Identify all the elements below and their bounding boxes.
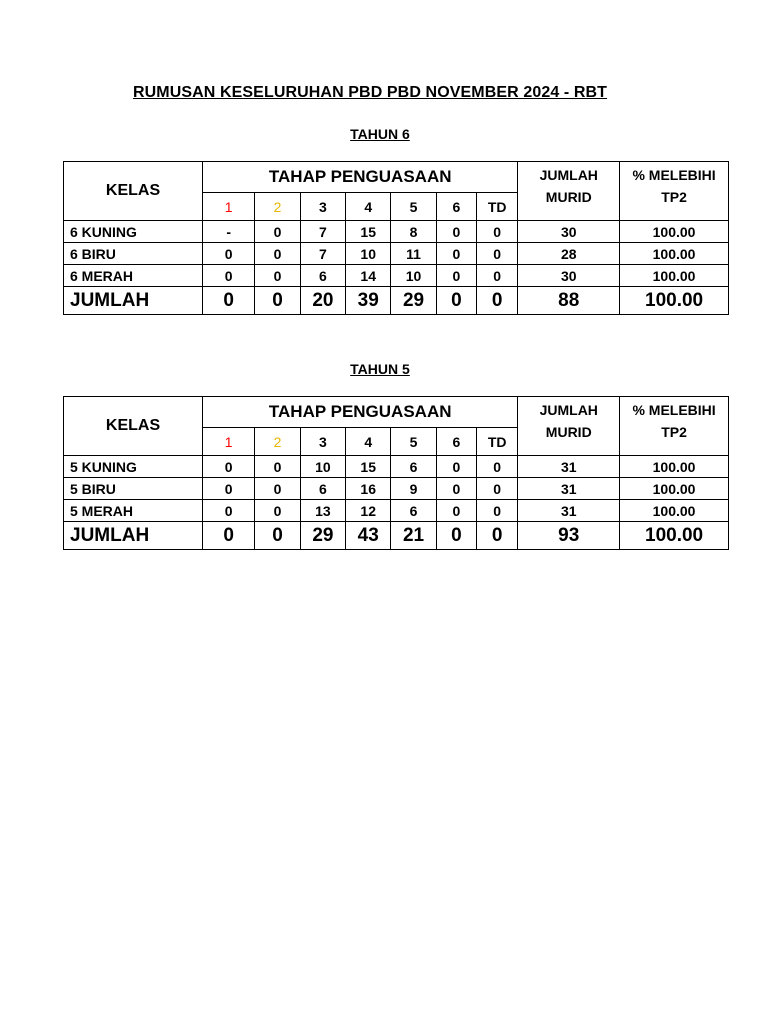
total-value-cell: 29 [300,522,345,550]
value-cell: 9 [391,478,436,500]
value-cell: 0 [203,265,255,287]
summary-table [63,396,729,550]
total-value-cell: 0 [255,287,300,315]
value-cell: 0 [255,500,300,522]
value-cell: 7 [300,221,345,243]
total-value-cell: 0 [477,522,518,550]
total-label: JUMLAH [64,522,203,550]
kelas-cell: 5 BIRU [64,478,203,500]
value-cell: 12 [346,500,391,522]
summary-table [63,161,729,315]
level-header: 2 [255,193,300,221]
murid-cell: 30 [518,265,620,287]
kelas-cell: 5 MERAH [64,500,203,522]
kelas-cell: 6 KUNING [64,221,203,243]
value-cell: 6 [300,478,345,500]
pct-cell: 100.00 [620,243,729,265]
value-cell: 11 [391,243,436,265]
value-cell: 0 [203,500,255,522]
value-cell: 0 [255,456,300,478]
value-cell: - [203,221,255,243]
murid-cell: 31 [518,500,620,522]
value-cell: 0 [477,478,518,500]
total-murid-cell: 93 [518,522,620,550]
level-header: 6 [436,428,476,456]
total-value-cell: 0 [436,522,476,550]
murid-cell: 28 [518,243,620,265]
murid-cell: 31 [518,456,620,478]
value-cell: 0 [203,456,255,478]
total-row [64,287,729,315]
total-value-cell: 20 [300,287,345,315]
total-value-cell: 43 [346,522,391,550]
header-row [64,162,729,193]
total-row [64,522,729,550]
table-row [64,500,729,522]
pct-cell: 100.00 [620,478,729,500]
total-value-cell: 21 [391,522,436,550]
value-cell: 6 [391,500,436,522]
pct-cell: 100.00 [620,221,729,243]
murid-cell: 30 [518,221,620,243]
murid-cell: 31 [518,478,620,500]
tahap-header: TAHAP PENGUASAAN [203,397,518,428]
level-header: 3 [300,428,345,456]
value-cell: 0 [255,478,300,500]
value-cell: 0 [255,221,300,243]
section-title: TAHUN 5 [350,361,410,377]
value-cell: 0 [477,265,518,287]
value-cell: 15 [346,221,391,243]
level-header: 4 [346,428,391,456]
total-value-cell: 0 [477,287,518,315]
total-value-cell: 0 [203,522,255,550]
value-cell: 0 [436,500,476,522]
level-header: 5 [391,428,436,456]
level-header: 2 [255,428,300,456]
total-value-cell: 0 [436,287,476,315]
value-cell: 6 [300,265,345,287]
kelas-cell: 6 MERAH [64,265,203,287]
total-pct-cell: 100.00 [620,287,729,315]
level-header: TD [477,193,518,221]
value-cell: 0 [436,265,476,287]
pct-cell: 100.00 [620,456,729,478]
value-cell: 0 [436,221,476,243]
value-cell: 16 [346,478,391,500]
table-row [64,478,729,500]
value-cell: 0 [255,265,300,287]
jumlah-murid-header: JUMLAH MURID [518,397,620,456]
kelas-header: KELAS [64,162,203,221]
jumlah-murid-header: JUMLAH MURID [518,162,620,221]
value-cell: 0 [255,243,300,265]
value-cell: 0 [477,456,518,478]
value-cell: 8 [391,221,436,243]
value-cell: 0 [203,243,255,265]
kelas-header: KELAS [64,397,203,456]
table-row [64,243,729,265]
table-row [64,456,729,478]
level-header: 5 [391,193,436,221]
value-cell: 0 [436,478,476,500]
total-pct-cell: 100.00 [620,522,729,550]
level-header: 1 [203,428,255,456]
table-row [64,265,729,287]
total-murid-cell: 88 [518,287,620,315]
value-cell: 7 [300,243,345,265]
value-cell: 10 [391,265,436,287]
value-cell: 0 [436,456,476,478]
header-row [64,397,729,428]
level-header: 4 [346,193,391,221]
total-value-cell: 39 [346,287,391,315]
melebihi-tp2-header: % MELEBIHI TP2 [620,162,729,221]
section-title: TAHUN 6 [350,126,410,142]
kelas-cell: 5 KUNING [64,456,203,478]
total-value-cell: 0 [203,287,255,315]
total-value-cell: 0 [255,522,300,550]
value-cell: 10 [346,243,391,265]
value-cell: 15 [346,456,391,478]
value-cell: 13 [300,500,345,522]
kelas-cell: 6 BIRU [64,243,203,265]
level-header: 3 [300,193,345,221]
value-cell: 0 [477,221,518,243]
value-cell: 0 [203,478,255,500]
value-cell: 14 [346,265,391,287]
level-header: TD [477,428,518,456]
level-header: 6 [436,193,476,221]
level-header: 1 [203,193,255,221]
total-label: JUMLAH [64,287,203,315]
pct-cell: 100.00 [620,500,729,522]
table-row [64,221,729,243]
total-value-cell: 29 [391,287,436,315]
value-cell: 0 [477,500,518,522]
melebihi-tp2-header: % MELEBIHI TP2 [620,397,729,456]
pct-cell: 100.00 [620,265,729,287]
document-title: RUMUSAN KESELURUHAN PBD PBD NOVEMBER 2024 - RBT [132,84,608,101]
value-cell: 0 [477,243,518,265]
tahap-header: TAHAP PENGUASAAN [203,162,518,193]
value-cell: 6 [391,456,436,478]
value-cell: 0 [436,243,476,265]
value-cell: 10 [300,456,345,478]
